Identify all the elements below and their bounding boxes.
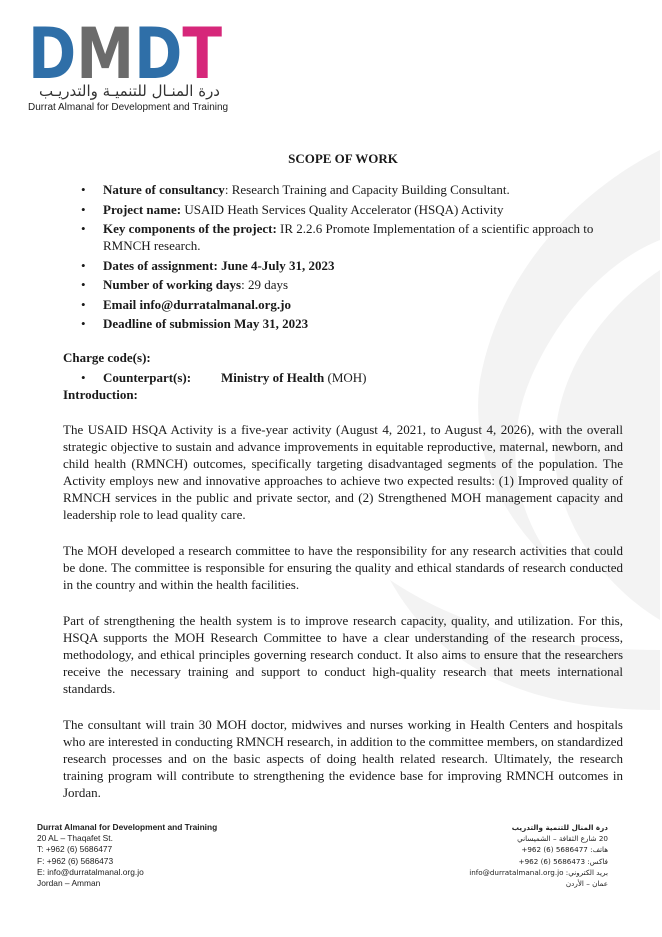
introduction-heading: Introduction:	[63, 387, 138, 402]
footer-contact-arabic	[469, 822, 608, 889]
counterpart-label: Counterpart(s):	[103, 370, 192, 385]
footer-contact-english	[37, 822, 217, 889]
company-logo	[28, 13, 231, 113]
document-title: SCOPE OF WORK	[288, 151, 398, 166]
footer-city-ar: عمان – الأردن	[565, 879, 608, 889]
bullet-nature-of-consultancy: • Nature of consultancy: Research Training and Capacity Building Consultant.	[81, 181, 623, 198]
logo-english-name: Durrat Almanal for Development and Training	[28, 102, 229, 113]
footer-address-ar: 20 شارع الثقافة – الشميساني	[517, 834, 608, 844]
intro-paragraph-3: Part of strengthening the health system is to improve research capacity, quality, and utilization. For this, HSQA supports the MOH Research Committee to have a clear understanding of the research process, methodology, and ethical principles governing research conduct. It also aims to ensure that the researchers receive the necessary training and support to conduct high-quality research that meets international standards.	[63, 613, 623, 696]
logo-letter-d2: D	[134, 13, 193, 95]
bullet-deadline: • Deadline of submission May 31, 2023	[81, 315, 623, 332]
charge-code-heading: Charge code(s):	[63, 350, 151, 365]
footer-address: 20 AL – Thaqafet St.	[37, 833, 113, 844]
bullet-email: • Email info@durratalmanal.org.jo	[81, 296, 623, 313]
footer-city: Jordan – Amman	[37, 878, 101, 889]
footer-fax-ar: فاكس: 5686473 (6) 962+	[518, 856, 608, 866]
bullet-project-name: • Project name: USAID Heath Services Quality Accelerator (HSQA) Activity	[81, 201, 623, 218]
counterpart-value: Ministry of Health	[221, 370, 325, 385]
counterpart-abbrev: (MOH)	[324, 370, 367, 385]
footer-email: E: info@durratalmanal.org.jo	[37, 866, 144, 877]
logo-arabic-name: درة المنـال للتنميـة والتدريـب	[38, 82, 220, 100]
footer-phone: T: +962 (6) 5686477	[37, 844, 113, 855]
counterpart-row	[63, 369, 623, 386]
footer-phone-ar: هاتف: 5686477 (6) 962+	[521, 845, 608, 855]
footer-company-name-ar: درة المنال للتنمية والتدريب	[511, 823, 608, 832]
project-details-list	[63, 181, 623, 332]
bullet-dates-of-assignment: • Dates of assignment: June 4-July 31, 2023	[81, 257, 623, 274]
footer-fax: F: +962 (6) 5686473	[37, 855, 114, 866]
intro-paragraph-2: The MOH developed a research committee to have the responsibility for any research activities that could be done. The committee is responsible for ensuring the quality and ethical standards of research conducted in the country and within the health facilities.	[63, 543, 623, 592]
logo-letter-m: M	[76, 13, 146, 95]
logo-letter-d1: D	[28, 13, 87, 95]
footer-email-ar: بريد الكتروني: info@durratalmanal.org.jo	[469, 867, 608, 877]
document-body	[63, 150, 623, 801]
logo-letter-t: T	[182, 13, 231, 95]
intro-paragraph-1: The USAID HSQA Activity is a five-year activity (August 4, 2021, to August 4, 2026), with the overall strategic objective to sustain and advance improvements in equitable reproductive, maternal, newborn, and child health (RMNCH) outcomes, specifically targeting disadvantaged segments of the population. The Activity employs new and innovative approaches to achieve two expected results: (1) Improved quality of RMNCH services in the public and private sector, and (2) Strengthened MOH management capacity and leadership role to lead quality care.	[63, 422, 623, 522]
bullet-working-days: • Number of working days: 29 days	[81, 276, 623, 293]
intro-paragraph-4: The consultant will train 30 MOH doctor, midwives and nurses working in Health Centers and hospitals who are interested in conducting RMNCH research, in addition to the committee members, on standardized research processes and on the basic aspects of doing health related research. Ultimately, the research training program will contribute to strengthening the evidence base for improving RMNCH outcomes in Jordan.	[63, 717, 623, 800]
bullet-key-components: • Key components of the project: IR 2.2.6 Promote Implementation of a scientific approach to RMNCH research.	[81, 220, 623, 254]
footer-company-name: Durrat Almanal for Development and Training	[37, 822, 218, 832]
